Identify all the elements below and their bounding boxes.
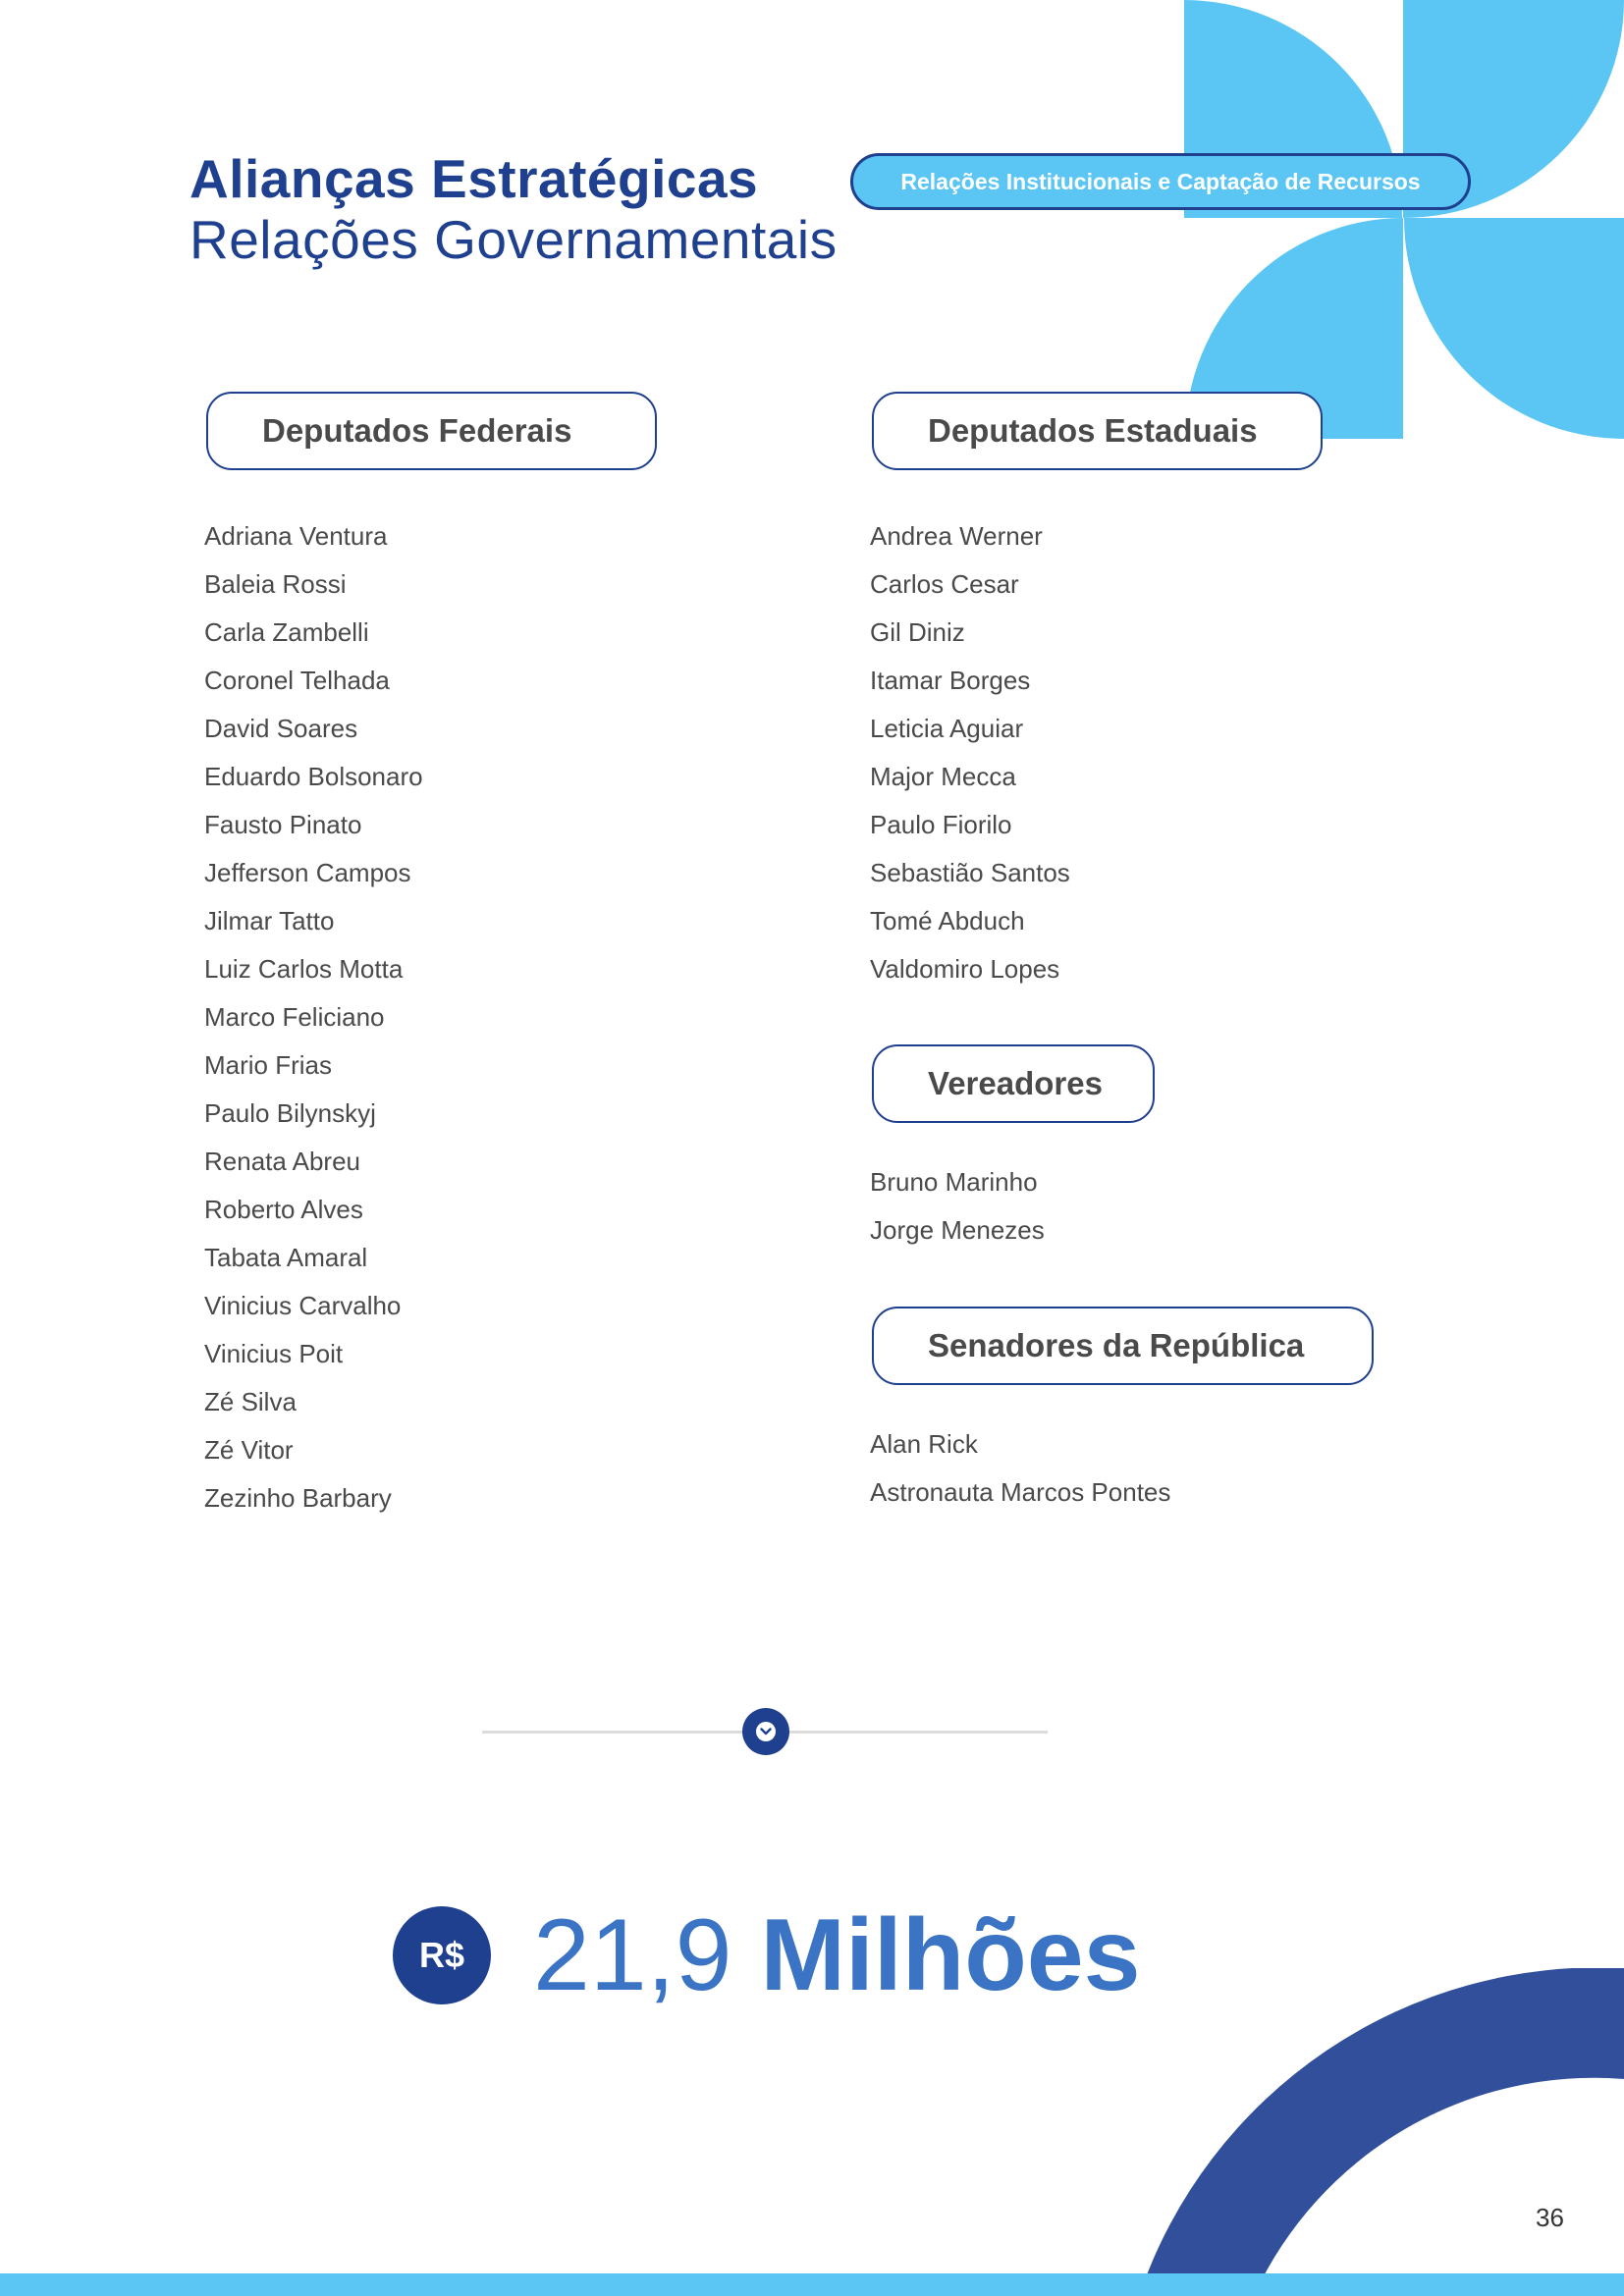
section-title: Deputados Federais	[262, 412, 572, 449]
list-deputados-estaduais	[870, 512, 1070, 993]
chevron-down-icon	[756, 1722, 776, 1741]
list-deputados-federais	[204, 512, 423, 1522]
list-item: Tomé Abduch	[870, 906, 1025, 935]
list-item: Coronel Telhada	[204, 666, 390, 695]
section-header-deputados-estaduais	[872, 392, 1323, 470]
page-subtitle: Relações Governamentais	[189, 209, 838, 270]
list-item: Fausto Pinato	[204, 810, 362, 839]
list-item: Luiz Carlos Motta	[204, 954, 404, 984]
page-title: Alianças Estratégicas	[189, 148, 759, 209]
list-item: Zezinho Barbary	[204, 1483, 392, 1513]
list-item: Adriana Ventura	[204, 521, 388, 551]
decorative-quarter-circles	[1178, 0, 1624, 442]
list-item: Paulo Fiorilo	[870, 810, 1012, 839]
list-item: Valdomiro Lopes	[870, 954, 1060, 984]
list-item: Eduardo Bolsonaro	[204, 762, 423, 791]
section-title: Senadores da República	[928, 1327, 1305, 1363]
section-header-deputados-federais	[206, 392, 657, 470]
list-item: Zé Vitor	[204, 1435, 294, 1465]
section-title: Vereadores	[928, 1065, 1103, 1101]
list-vereadores	[870, 1158, 1045, 1255]
page-number: 36	[1536, 2203, 1564, 2232]
list-item: Tabata Amaral	[204, 1243, 368, 1272]
list-item: Renata Abreu	[204, 1147, 361, 1176]
divider-knob	[742, 1708, 789, 1755]
list-item: Astronauta Marcos Pontes	[870, 1477, 1171, 1507]
list-item: Leticia Aguiar	[870, 714, 1024, 743]
decorative-ring-arc	[1139, 1968, 1624, 2296]
amount-value: 21,9	[533, 1898, 732, 2012]
list-item: Marco Feliciano	[204, 1002, 385, 1032]
list-item: Vinicius Poit	[204, 1339, 344, 1368]
list-item: Roberto Alves	[204, 1195, 363, 1224]
list-item: Paulo Bilynskyj	[204, 1098, 376, 1128]
list-item: Bruno Marinho	[870, 1167, 1038, 1197]
list-item: Zé Silva	[204, 1387, 297, 1416]
section-title: Deputados Estaduais	[928, 412, 1258, 449]
total-amount	[533, 1896, 1140, 2014]
list-senadores	[870, 1420, 1170, 1517]
list-item: Vinicius Carvalho	[204, 1291, 402, 1320]
section-header-senadores	[872, 1307, 1374, 1385]
currency-badge: R$	[393, 1906, 491, 2004]
list-item: Gil Diniz	[870, 617, 965, 647]
list-item: Jorge Menezes	[870, 1215, 1045, 1245]
category-badge: Relações Institucionais e Captação de Recursos	[850, 153, 1471, 210]
list-item: David Soares	[204, 714, 358, 743]
list-item: Andrea Werner	[870, 521, 1043, 551]
footer-bar	[0, 2273, 1624, 2296]
list-item: Sebastião Santos	[870, 858, 1070, 887]
list-item: Carla Zambelli	[204, 617, 369, 647]
list-item: Alan Rick	[870, 1429, 978, 1459]
list-item: Mario Frias	[204, 1050, 333, 1080]
list-item: Carlos Cesar	[870, 569, 1019, 599]
list-item: Major Mecca	[870, 762, 1016, 791]
list-item: Jilmar Tatto	[204, 906, 335, 935]
amount-unit: Milhões	[760, 1898, 1141, 2012]
list-item: Baleia Rossi	[204, 569, 347, 599]
section-header-vereadores	[872, 1044, 1155, 1123]
list-item: Jefferson Campos	[204, 858, 411, 887]
list-item: Itamar Borges	[870, 666, 1031, 695]
